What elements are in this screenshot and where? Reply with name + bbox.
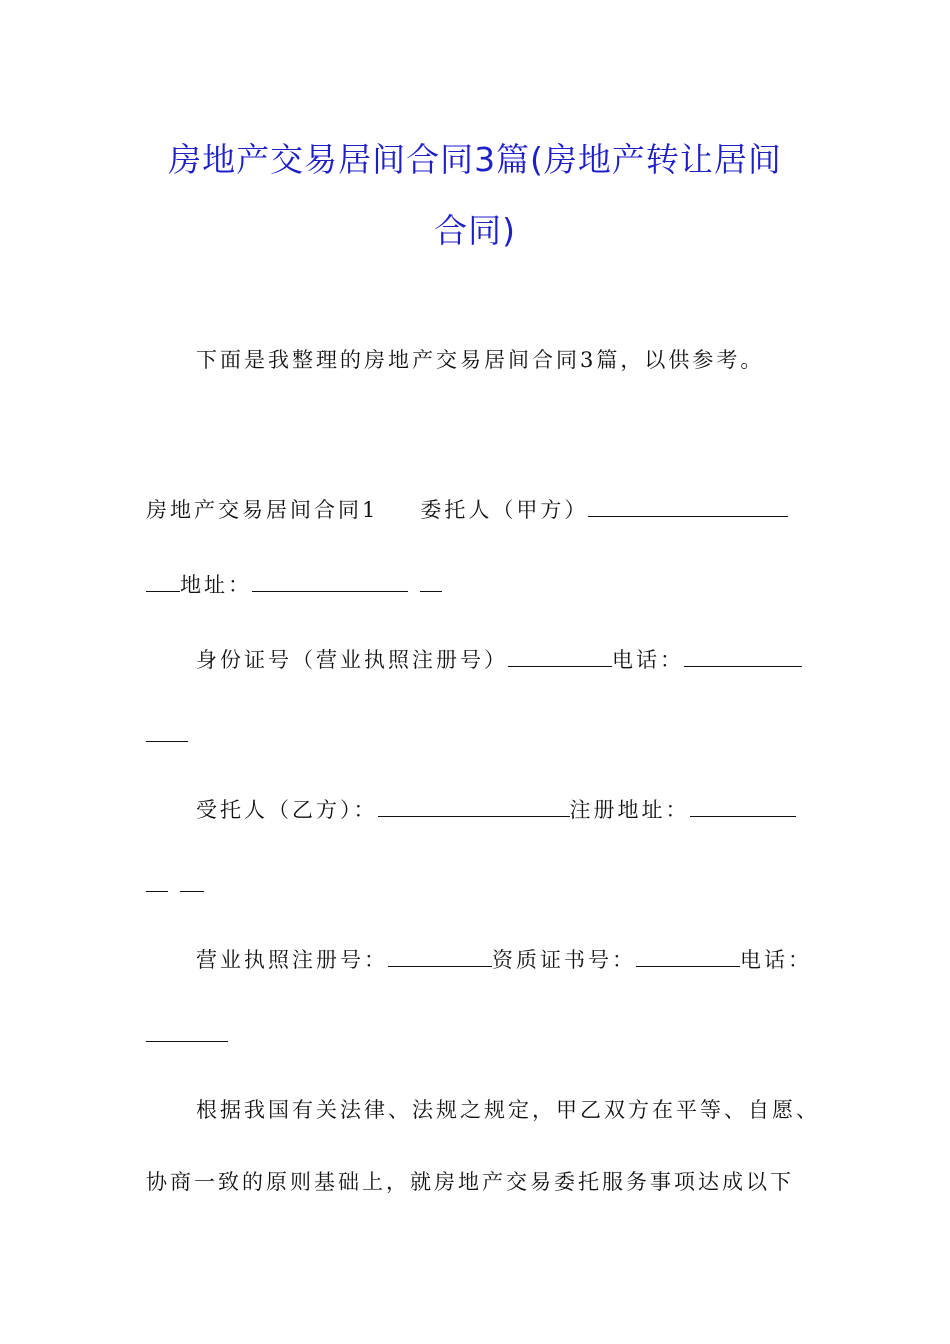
reg-address-blank [690, 798, 796, 817]
phone-label: 电话： [612, 648, 684, 672]
id-blank [508, 648, 612, 667]
phone-continuation-blank [146, 723, 188, 742]
agent-label: 受托人（乙方）： [196, 798, 378, 822]
client-blank [588, 498, 788, 517]
intro-paragraph: 下面是我整理的房地产交易居间合同3篇，以供参考。 [196, 348, 765, 372]
license-line [196, 946, 812, 974]
qualification-blank [636, 948, 740, 967]
phone2-blank [146, 1023, 228, 1042]
body-paragraph-line-2: 协商一致的原则基础上，就房地产交易委托服务事项达成以下 [146, 1170, 794, 1194]
id-phone-line [196, 646, 802, 674]
id-label: 身份证号（营业执照注册号） [196, 648, 508, 672]
reg-address-continuation-blank-2 [180, 873, 204, 892]
qualification-label: 资质证书号： [492, 948, 636, 972]
address-label: 地址： [180, 573, 252, 597]
reg-address-continuation-line [146, 871, 204, 899]
reg-address-continuation-blank-1 [146, 873, 168, 892]
document-title-line-1: 房地产交易居间合同3篇(房地产转让居间 [168, 140, 782, 179]
body-paragraph-line-1: 根据我国有关法律、法规之规定，甲乙双方在平等、自愿、 [196, 1098, 820, 1122]
contract1-first-line [146, 496, 788, 524]
license-blank [388, 948, 492, 967]
address-line [146, 571, 442, 599]
phone-continuation-line [146, 721, 188, 749]
license-label: 营业执照注册号： [196, 948, 388, 972]
agent-blank [378, 798, 570, 817]
address-leading-blank [146, 573, 180, 592]
document-title-line-2: 合同) [434, 211, 516, 250]
client-label: 委托人（甲方） [420, 498, 589, 522]
phone-label-2: 电话： [740, 948, 812, 972]
agent-line [196, 796, 796, 824]
phone2-continuation-line [146, 1021, 228, 1049]
address-blank [252, 573, 408, 592]
contract1-heading: 房地产交易居间合同1 [146, 498, 379, 522]
address-trailing-blank [420, 573, 442, 592]
phone-blank [684, 648, 802, 667]
reg-address-label: 注册地址： [569, 798, 690, 822]
